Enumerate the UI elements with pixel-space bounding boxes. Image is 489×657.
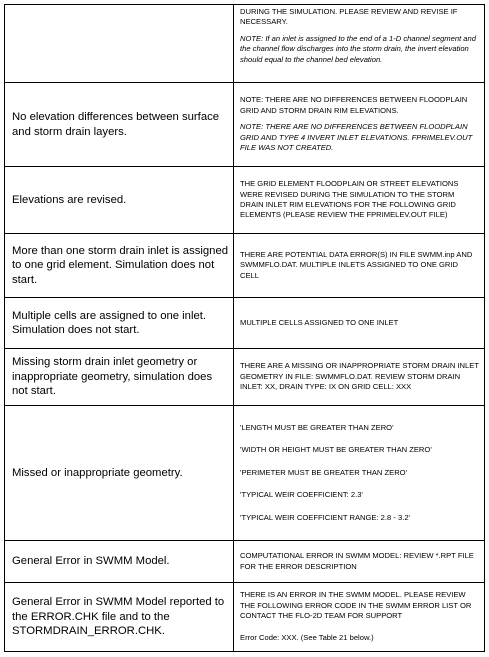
- message-text: NOTE: THERE ARE NO DIFFERENCES BETWEEN FLOODPLAIN GRID AND STORM DRAIN RIM ELEVATIONS.: [240, 95, 468, 115]
- message-text: 'TYPICAL WEIR COEFFICIENT: 2.3': [240, 490, 363, 500]
- condition-cell: [5, 5, 233, 82]
- condition-cell: [5, 167, 233, 233]
- message-text: 'TYPICAL WEIR COEFFICIENT RANGE: 2.8 - 3.2': [240, 512, 410, 522]
- message-cell: [234, 583, 484, 651]
- message-text: DURING THE SIMULATION. PLEASE REVIEW AND REVISE IF NECESSARY.: [240, 7, 458, 27]
- condition-cell: [5, 349, 233, 405]
- condition-text: Missing storm drain inlet geometry or inappropriate geometry, simulation does not start.: [12, 356, 213, 398]
- message-cell: [234, 541, 484, 582]
- table-row: [5, 582, 484, 651]
- table-row: [5, 233, 484, 297]
- condition-cell: [5, 298, 233, 348]
- message-text: THERE ARE POTENTIAL DATA ERROR(S) IN FILE SWMM.inp AND SWMMFLO.DAT. MULTIPLE INLETS ASSIGNED TO ONE GRID CELL: [240, 249, 473, 280]
- message-text: 'PERIMETER MUST BE GREATER THAN ZERO': [240, 467, 408, 477]
- condition-cell: [5, 406, 233, 540]
- message-cell: [234, 83, 484, 166]
- table-row: [5, 82, 484, 166]
- message-cell: [234, 406, 484, 540]
- condition-text: No elevation differences between surface and storm drain layers.: [12, 111, 220, 138]
- condition-text: Multiple cells are assigned to one inlet. Simulation does not start.: [12, 309, 207, 336]
- message-text: 'WIDTH OR HEIGHT MUST BE GREATER THAN ZERO': [240, 445, 432, 455]
- message-cell: [234, 234, 484, 297]
- message-note: NOTE: THERE ARE NO DIFFERENCES BETWEEN FLOODPLAIN GRID AND TYPE 4 INVERT INLET ELEVATIONS. FPRIMELEV.OUT FILE WAS NOT CREATED.: [240, 122, 473, 153]
- message-note: NOTE: If an inlet is assigned to the end of a 1-D channel segment and the channel flow discharges into the storm drain, the invert elevation should equal to the channel bed elevation.: [240, 33, 476, 64]
- message-cell: [234, 298, 484, 348]
- condition-text: More than one storm drain inlet is assigned to one grid element. Simulation does not start.: [12, 244, 229, 286]
- message-cell: [234, 349, 484, 405]
- table-row: [5, 166, 484, 233]
- condition-cell: [5, 583, 233, 651]
- condition-text: General Error in SWMM Model.: [12, 555, 170, 568]
- table-row: [5, 405, 484, 540]
- table-row: [5, 348, 484, 405]
- message-text: 'LENGTH MUST BE GREATER THAN ZERO': [240, 422, 394, 432]
- condition-text: General Error in SWMM Model reported to the ERROR.CHK file and to the STORMDRAIN_ERROR.CHK.: [12, 596, 225, 638]
- message-cell: [234, 5, 484, 82]
- message-text: MULTIPLE CELLS ASSIGNED TO ONE INLET: [240, 317, 399, 327]
- table-row: [5, 297, 484, 348]
- message-text: COMPUTATIONAL ERROR IN SWMM MODEL: REVIEW *.RPT FILE FOR THE ERROR DESCRIPTION: [240, 551, 474, 571]
- condition-text: Elevations are revised.: [12, 193, 127, 206]
- message-text: THE GRID ELEMENT FLOODPLAIN OR STREET ELEVATIONS WERE REVISED DURING THE SIMULATION TO THE STORM DRAIN INLET RIM ELEVATIONS FOR THE FOLLOWING GRID ELEMENTS (PLEASE REVIEW THE FPRIMELEV.OUT FILE): [240, 179, 459, 220]
- table-row: [5, 540, 484, 582]
- message-text: THERE IS AN ERROR IN THE SWMM MODEL. PLEASE REVIEW THE FOLLOWING ERROR CODE IN THE SWMM ERROR LIST OR CONTACT THE FLO-2D TEAM FOR SUPPORT: [240, 590, 472, 620]
- error-code-text: Error Code: XXX. (See Table 21 below.): [240, 633, 374, 643]
- table-row: [5, 5, 484, 82]
- message-text: THERE ARE A MISSING OR INAPPROPRIATE STORM DRAIN INLET GEOMETRY IN FILE: SWMMFLO.DAT. REVIEW STORM DRAIN INLET: XX, DRAIN TYPE: IX ON GRID CELL: XXX: [240, 361, 479, 392]
- condition-cell: [5, 234, 233, 297]
- error-message-table: [4, 4, 485, 652]
- condition-cell: [5, 83, 233, 166]
- condition-text: Missed or inappropriate geometry.: [12, 466, 183, 479]
- message-cell: [234, 167, 484, 233]
- condition-cell: [5, 541, 233, 582]
